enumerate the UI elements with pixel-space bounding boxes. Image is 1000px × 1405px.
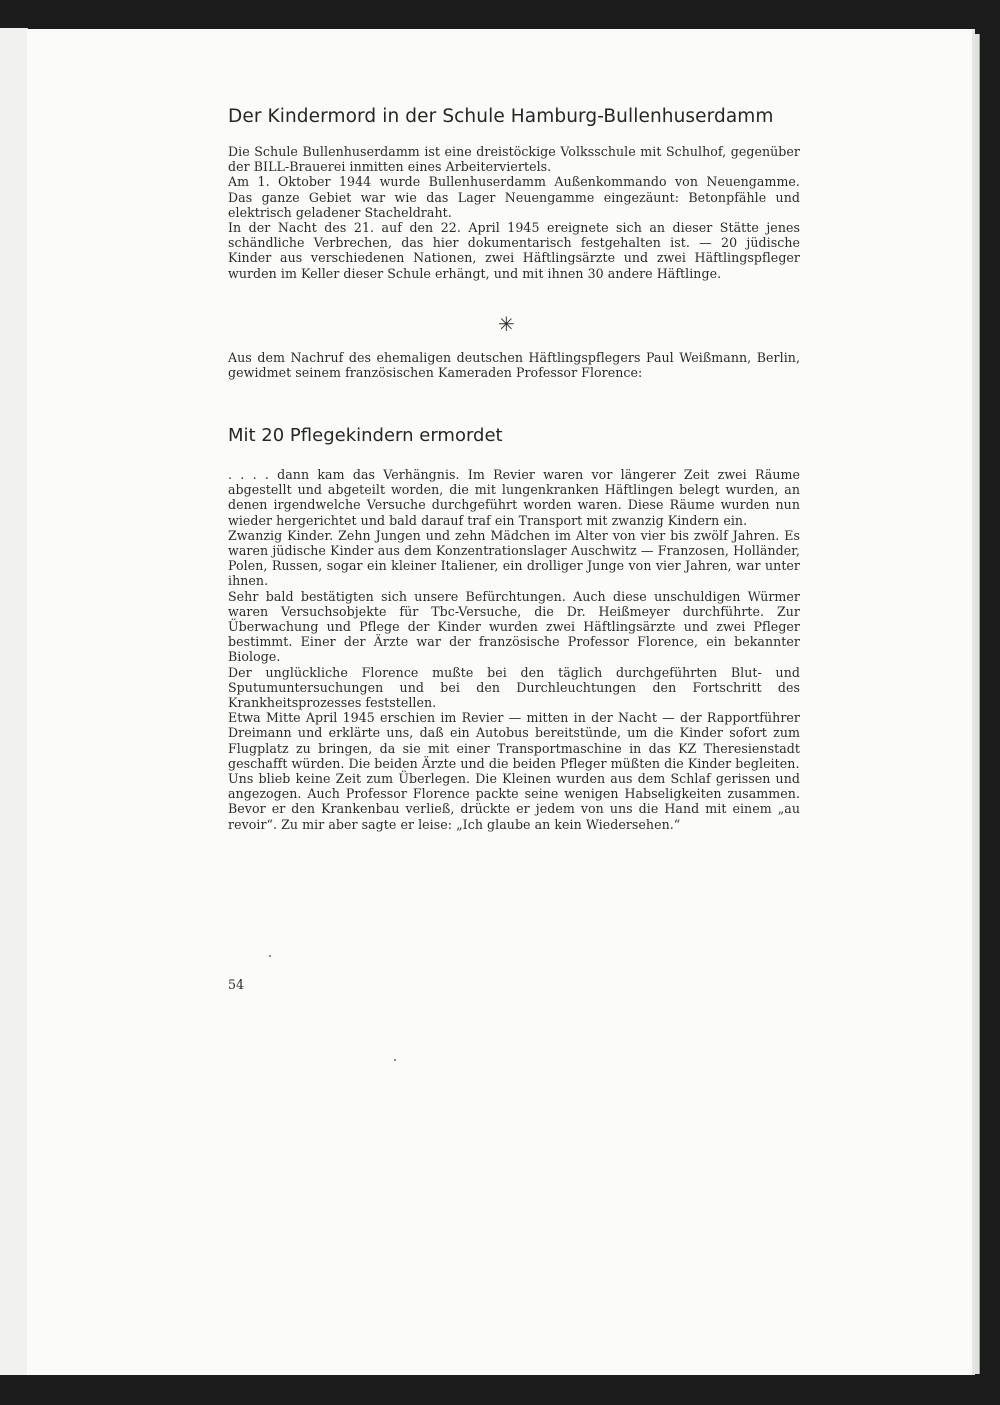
- section2-body: [228, 467, 800, 832]
- paragraph: In der Nacht des 21. auf den 22. April 1945 ereignete sich an dieser Stätte jenes schändliche Verbrechen, das hier dokumentarisch festgehalten ist. — 20 jüdische Kinder aus verschiedenen Nationen, zwei Häftlingsärzte und zwei Häftlingspfleger wurden im Keller dieser Schule erhängt, und mit ihnen 30 andere Häftlinge.: [228, 220, 800, 281]
- paragraph: Sehr bald bestätigten sich unsere Befürchtungen. Auch diese unschuldigen Würmer waren Versuchsobjekte für Tbc-Versuche, die Dr. Heißmeyer durchführte. Zur Überwachung und Pflege der Kinder wurden zwei Häftlingsärzte und zwei Pfleger bestimmt. Einer der Ärzte war der französische Professor Florence, ein bekannter Biologe.: [228, 588, 800, 665]
- page-number: 54: [228, 977, 245, 992]
- paragraph: Die Schule Bullenhuserdamm ist eine dreistöckige Volksschule mit Schulhof, gegenüber der BILL-Brauerei inmitten eines Arbeiterviertels.: [228, 144, 800, 175]
- paragraph: Aus dem Nachruf des ehemaligen deutschen Häftlingspflegers Paul Weißmann, Berlin, gewidmet seinem französischen Kameraden Professor Florence:: [228, 350, 800, 381]
- paragraph: . . . . dann kam das Verhängnis. Im Revier waren vor längerer Zeit zwei Räume abgestellt und abgeteilt worden, die mit lungenkranken Häftlingen belegt wurden, an denen irgendwelche Versuche durchgeführt worden waren. Diese Räume wurden nun wieder hergerichtet und bald darauf traf ein Transport mit zwanzig Kindern ein.: [228, 467, 800, 528]
- paragraph: Am 1. Oktober 1944 wurde Bullenhuserdamm Außenkommando von Neuengamme.: [228, 174, 800, 190]
- paragraph: Etwa Mitte April 1945 erschien im Revier — mitten in der Nacht — der Rapportführer Dreimann und erklärte uns, daß ein Autobus bereitstünde, um die Kinder sofort zum Flugplatz zu bringen, da sie mit einer Transportmaschine in das KZ Theresienstadt geschafft würden. Die beiden Ärzte und die beiden Pfleger müßten die Kinder begleiten.: [228, 710, 800, 771]
- facing-page-edge: [0, 28, 28, 1375]
- page-stack-edge: [975, 34, 980, 1374]
- paragraph: Zwanzig Kinder. Zehn Jungen und zehn Mädchen im Alter von vier bis zwölf Jahren. Es waren jüdische Kinder aus dem Konzentrationslager Auschwitz — Franzosen, Holländer, Polen, Russen, sogar ein kleiner Italiener, ein drolliger Junge von vier Jahren, war unter ihnen.: [228, 527, 800, 589]
- section-title-kindermord: Der Kindermord in der Schule Hamburg-Bullenhuserdamm: [228, 106, 774, 127]
- intro-note: [228, 350, 800, 380]
- paragraph: Das ganze Gebiet war wie das Lager Neuengamme eingezäunt: Betonpfähle und elektrisch geladener Stacheldraht.: [228, 189, 800, 220]
- print-speck: [394, 1059, 396, 1061]
- section-title-pflegekinder: Mit 20 Pflegekindern ermordet: [228, 425, 503, 446]
- print-speck: [269, 955, 271, 957]
- paragraph: Uns blieb keine Zeit zum Überlegen. Die Kleinen wurden aus dem Schlaf gerissen und angezogen. Auch Professor Florence packte seine wenigen Habseligkeiten zusammen. Bevor er den Krankenbau verließ, drückte er jedem von uns die Hand mit einem „au revoir“. Zu mir aber sagte er leise: „Ich glaube an kein Wiedersehen.“: [228, 771, 800, 832]
- asterisk-separator-icon: ✳: [498, 312, 515, 336]
- paragraph: Der unglückliche Florence mußte bei den täglich durchgeführten Blut- und Sputumuntersuchungen und bei den Durchleuchtungen den Fortschritt des Krankheitsprozesses feststellen.: [228, 664, 800, 711]
- section1-body: [228, 144, 800, 281]
